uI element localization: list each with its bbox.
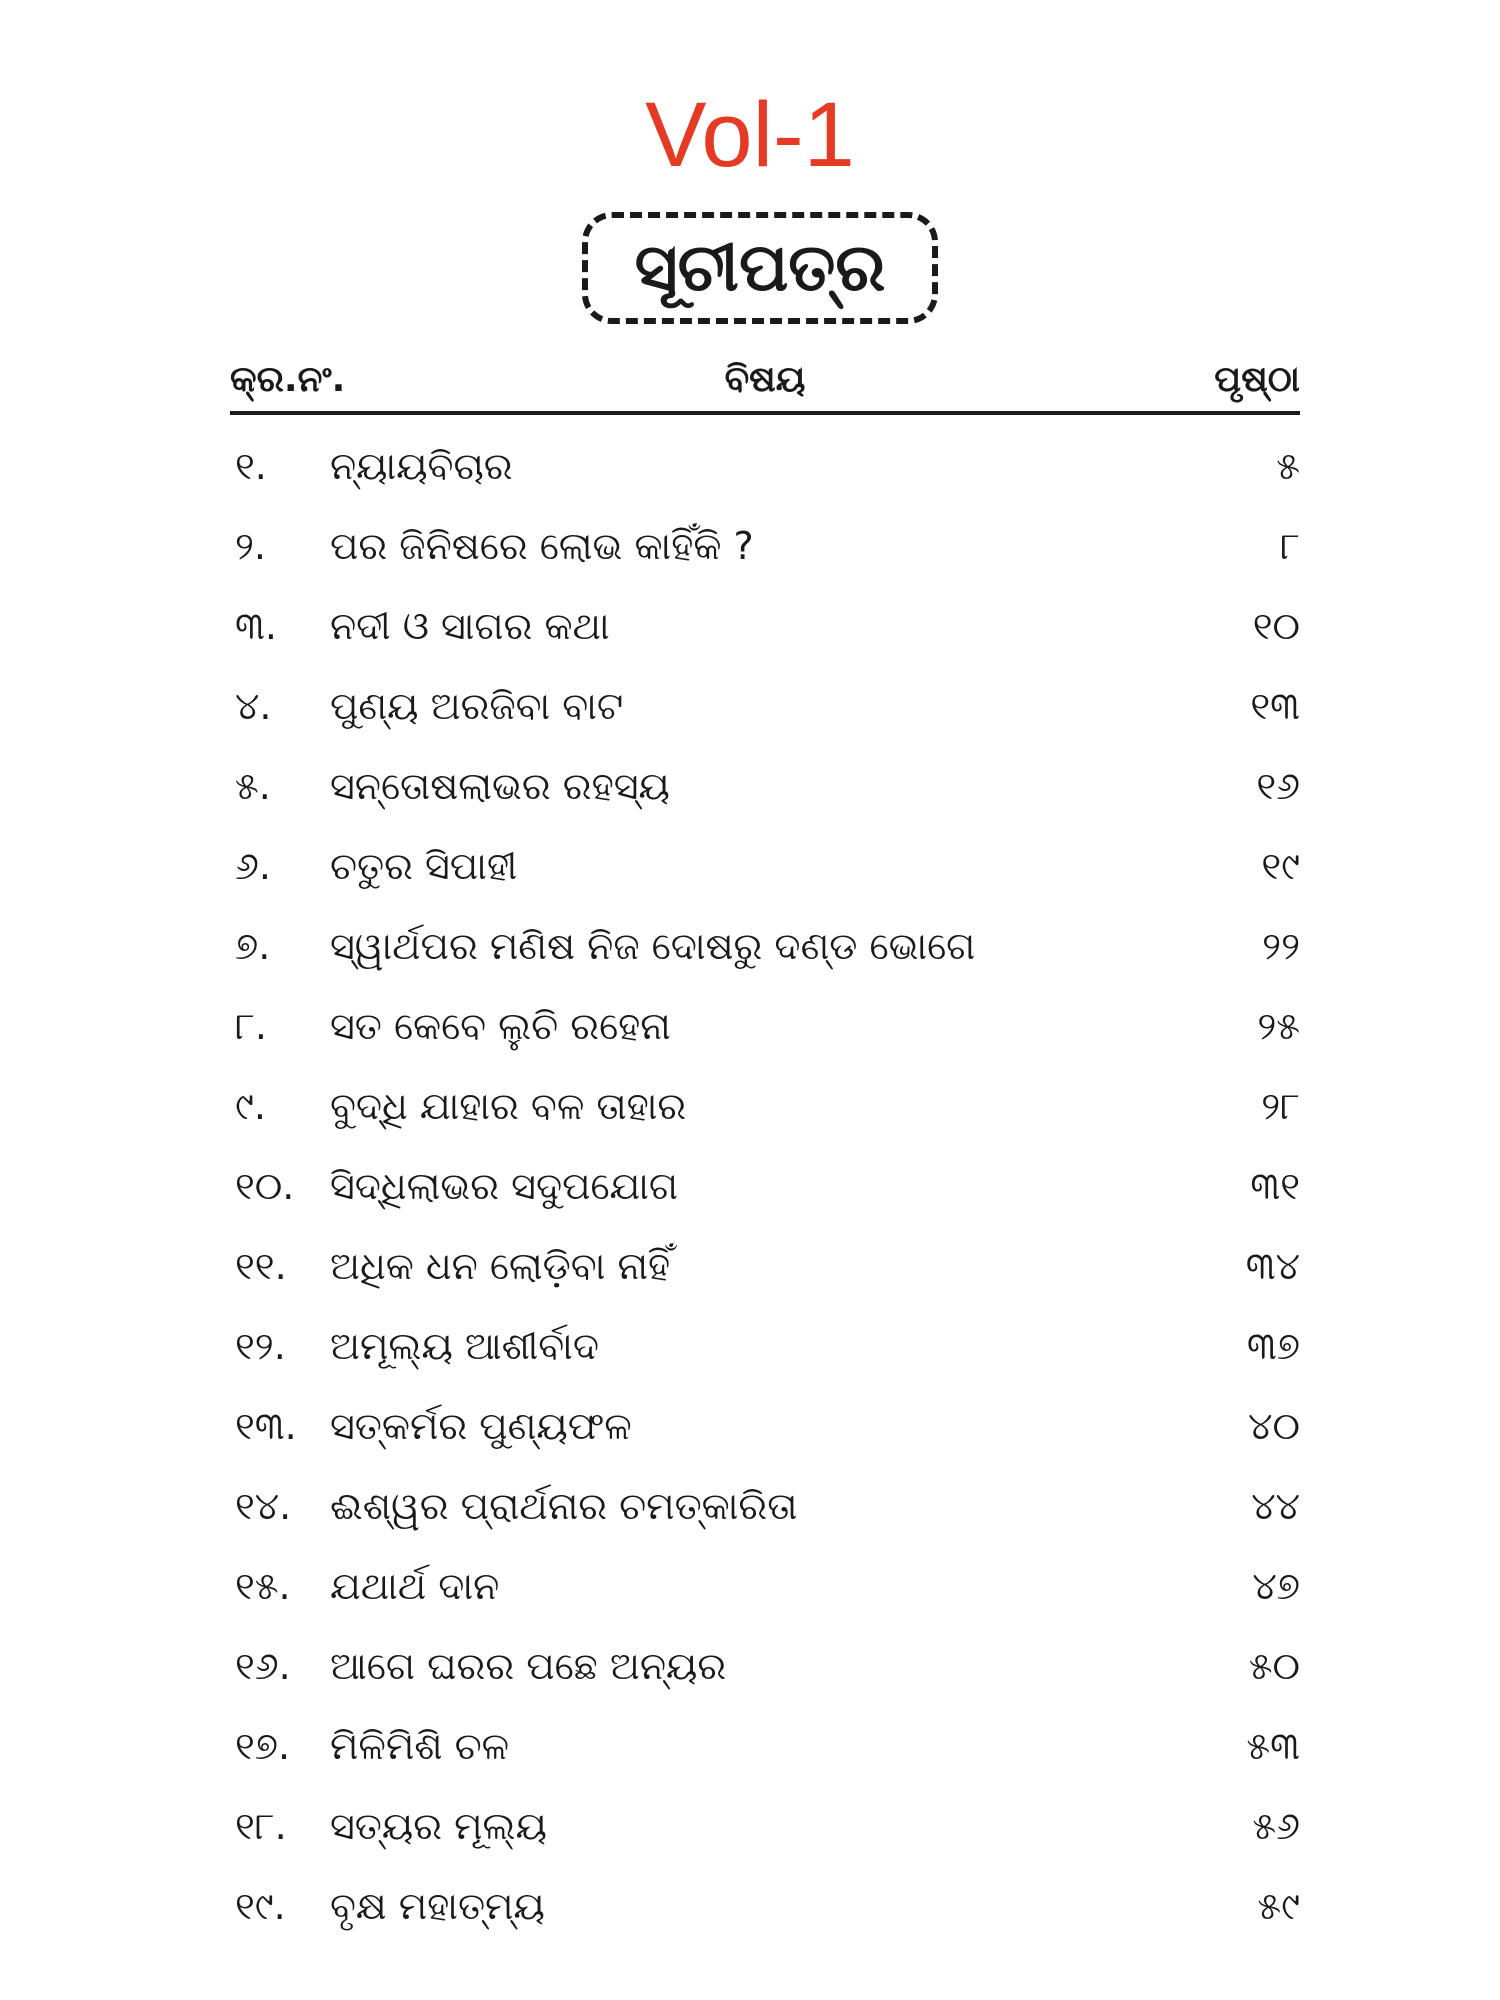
chapter-title: ସିଦ୍ଧିଲାଭର ସଦୁପଯୋଗ [330,1164,679,1208]
contents-row [230,836,1300,916]
contents-row [230,676,1300,756]
serial-number: ୧୩. [235,1404,297,1448]
page-number: ୪୭ [1252,1564,1300,1608]
page-number: ୧୦ [1252,604,1300,648]
serial-number: ୮. [235,1004,267,1048]
page-number: ୫୬ [1252,1804,1300,1848]
page-number: ୧୯ [1261,844,1300,888]
contents-row [230,436,1300,516]
header-page: ପୃଷ୍ଠା [1214,359,1300,400]
chapter-title: ସତ୍କର୍ମର ପୁଣ୍ୟଫଳ [330,1404,632,1448]
chapter-title: ଅମୂଲ୍ୟ ଆଶୀର୍ବାଦ [330,1324,599,1368]
serial-number: ୬. [235,844,271,888]
page-number: ୪୦ [1248,1404,1300,1448]
page-number: ୩୪ [1245,1244,1300,1288]
chapter-title: ଯଥାର୍ଥ ଦାନ [330,1564,500,1608]
serial-number: ୧୮. [235,1804,287,1848]
serial-number: ୩. [235,604,277,648]
chapter-title: ଈଶ୍ୱର ପ୍ରାର୍ଥନାର ଚମତ୍କାରିତା [330,1484,798,1528]
contents-row [230,916,1300,996]
serial-number: ୧୪. [235,1484,292,1528]
page-number: ୩୧ [1250,1164,1300,1208]
page-number: ୫ [1276,444,1300,488]
page-number: ୫୯ [1257,1884,1300,1928]
serial-number: ୧୯. [235,1884,286,1928]
page-number: ୪୪ [1251,1484,1300,1528]
contents-row [230,1636,1300,1716]
serial-number: ୧୧. [235,1244,287,1288]
serial-number: ୨. [235,524,267,568]
page-number: ୧୩ [1250,684,1300,728]
header-serial-number: କ୍ର.ନଂ. [230,359,346,400]
contents-row [230,1716,1300,1796]
serial-number: ୫. [235,764,271,808]
serial-number: ୧୭. [235,1724,291,1768]
page-number: ୫୦ [1248,1644,1300,1688]
chapter-title: ବୃକ୍ଷ ମହାତ୍ମ୍ୟ [330,1884,545,1928]
contents-row [230,756,1300,836]
contents-row [230,996,1300,1076]
header-divider [230,411,1300,415]
page-number: ୩୭ [1246,1324,1300,1368]
page-number: ୫୩ [1246,1724,1300,1768]
contents-row [230,1236,1300,1316]
chapter-title: ପୁଣ୍ୟ ଅରଜିବା ବାଟ [330,684,624,728]
chapter-title: ଚତୁର ସିପାହୀ [330,844,518,888]
contents-row [230,1156,1300,1236]
page-number: ୧୬ [1256,764,1300,808]
serial-number: ୧୫. [235,1564,291,1608]
volume-label: Vol-1 [645,84,855,186]
page-number: ୨୨ [1262,924,1300,968]
page-number: ୨୫ [1257,1004,1300,1048]
serial-number: ୯. [235,1084,266,1128]
contents-row [230,1556,1300,1636]
chapter-title: ବୁଦ୍ଧି ଯାହାର ବଳ ତାହାର [330,1084,687,1128]
contents-list [230,436,1300,1956]
contents-row [230,1796,1300,1876]
serial-number: ୧. [235,444,267,488]
page-title: ସୂଚୀପତ୍ର [634,229,886,306]
serial-number: ୧୨. [235,1324,286,1368]
serial-number: ୪. [235,684,272,728]
contents-row [230,1396,1300,1476]
chapter-title: ମିଳିମିଶି ଚଳ [330,1724,510,1768]
chapter-title: ନ୍ୟାୟବିଚାର [330,444,513,488]
header-subject: ବିଷୟ [724,359,806,400]
contents-row [230,1316,1300,1396]
chapter-title: ସ୍ୱାର୍ଥପର ମଣିଷ ନିଜ ଦୋଷରୁ ଦଣ୍ଡ ଭୋଗେ [330,924,976,968]
table-header [230,355,1300,405]
serial-number: ୧୦. [235,1164,295,1208]
contents-row [230,1076,1300,1156]
chapter-title: ପର ଜିନିଷରେ ଲୋଭ କାହିଁକି ? [330,524,754,568]
chapter-title: ନଦୀ ଓ ସାଗର କଥା [330,604,610,648]
contents-row [230,1476,1300,1556]
contents-row [230,516,1300,596]
page-number: ୮ [1280,524,1300,568]
chapter-title: ସନ୍ତୋଷଲାଭର ରହସ୍ୟ [330,764,670,808]
contents-row [230,1876,1300,1956]
chapter-title: ସତ କେବେ ଲୁଚି ରହେନା [330,1004,671,1048]
page-number: ୨୮ [1261,1084,1300,1128]
chapter-title: ଅଧିକ ଧନ ଲୋଡ଼ିବା ନାହିଁ [330,1244,671,1288]
chapter-title: ସତ୍ୟର ମୂଲ୍ୟ [330,1804,547,1848]
serial-number: ୧୬. [235,1644,291,1688]
chapter-title: ଆଗେ ଘରର ପଛେ ଅନ୍ୟର [330,1644,727,1688]
serial-number: ୭. [235,924,271,968]
contents-row [230,596,1300,676]
title-frame [582,212,938,324]
